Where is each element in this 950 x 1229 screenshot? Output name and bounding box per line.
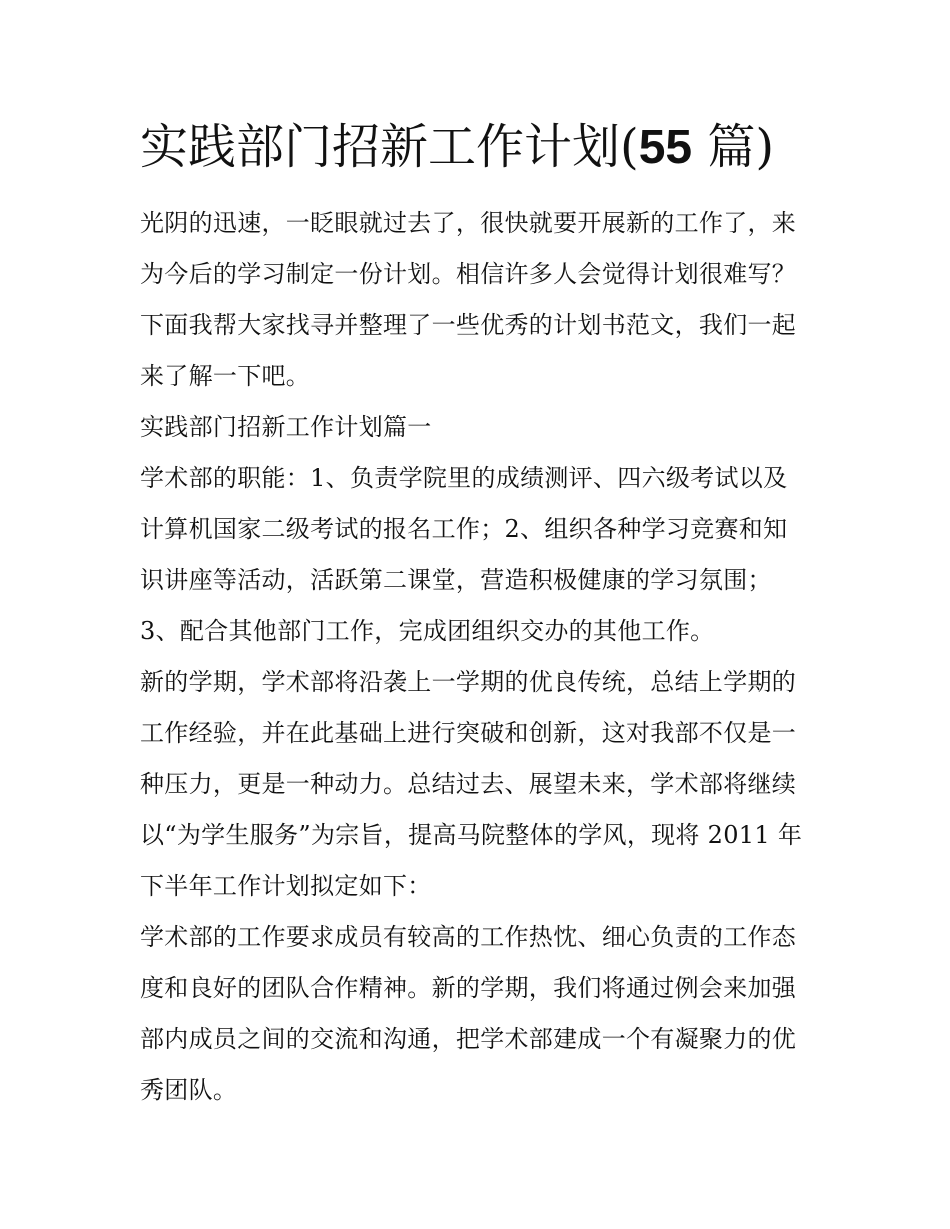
text-line: 为今后的学习制定一份计划。相信许多人会觉得计划很难写？ (140, 260, 797, 288)
text-line: 下半年工作计划拟定如下： (140, 872, 432, 900)
text-line: 以“为学生服务”为宗旨，提高马院整体的学风，现将 2011 年 (140, 821, 803, 849)
text-line: 部内成员之间的交流和沟通，把学术部建成一个有凝聚力的优 (140, 1025, 797, 1053)
title-number: 55 (638, 121, 693, 174)
text-line: 学术部的工作要求成员有较高的工作热忱、细心负责的工作态 (140, 923, 797, 951)
section-heading: 实践部门招新工作计划篇一 (140, 413, 432, 441)
text-line: 识讲座等活动，活跃第二课堂，营造积极健康的学习氛围； (140, 566, 772, 594)
text-line: 度和良好的团队合作精神。新的学期，我们将通过例会来加强 (140, 974, 797, 1002)
title-text: 实践部门招新工作计划( (140, 119, 639, 175)
text-line: 学术部的职能：1、负责学院里的成绩测评、四六级考试以及 (140, 464, 788, 492)
document-body (140, 198, 820, 1116)
text-line: 光阴的迅速，一眨眼就过去了，很快就要开展新的工作了，来 (140, 209, 797, 237)
text-line: 工作经验，并在此基础上进行突破和创新，这对我部不仅是一 (140, 719, 797, 747)
text-line: 来了解一下吧。 (140, 362, 311, 390)
text-line: 下面我帮大家找寻并整理了一些优秀的计划书范文，我们一起 (140, 311, 797, 339)
text-line: 新的学期，学术部将沿袭上一学期的优良传统，总结上学期的 (140, 668, 797, 696)
text-line: 3、配合其他部门工作，完成团组织交办的其他工作。 (140, 617, 715, 645)
document-title (140, 112, 840, 183)
text-line: 计算机国家二级考试的报名工作；2、组织各种学习竞赛和知 (140, 515, 788, 543)
text-line: 秀团队。 (140, 1076, 238, 1104)
title-suffix: 篇) (692, 119, 775, 175)
text-line: 种压力，更是一种动力。总结过去、展望未来，学术部将继续 (140, 770, 797, 798)
